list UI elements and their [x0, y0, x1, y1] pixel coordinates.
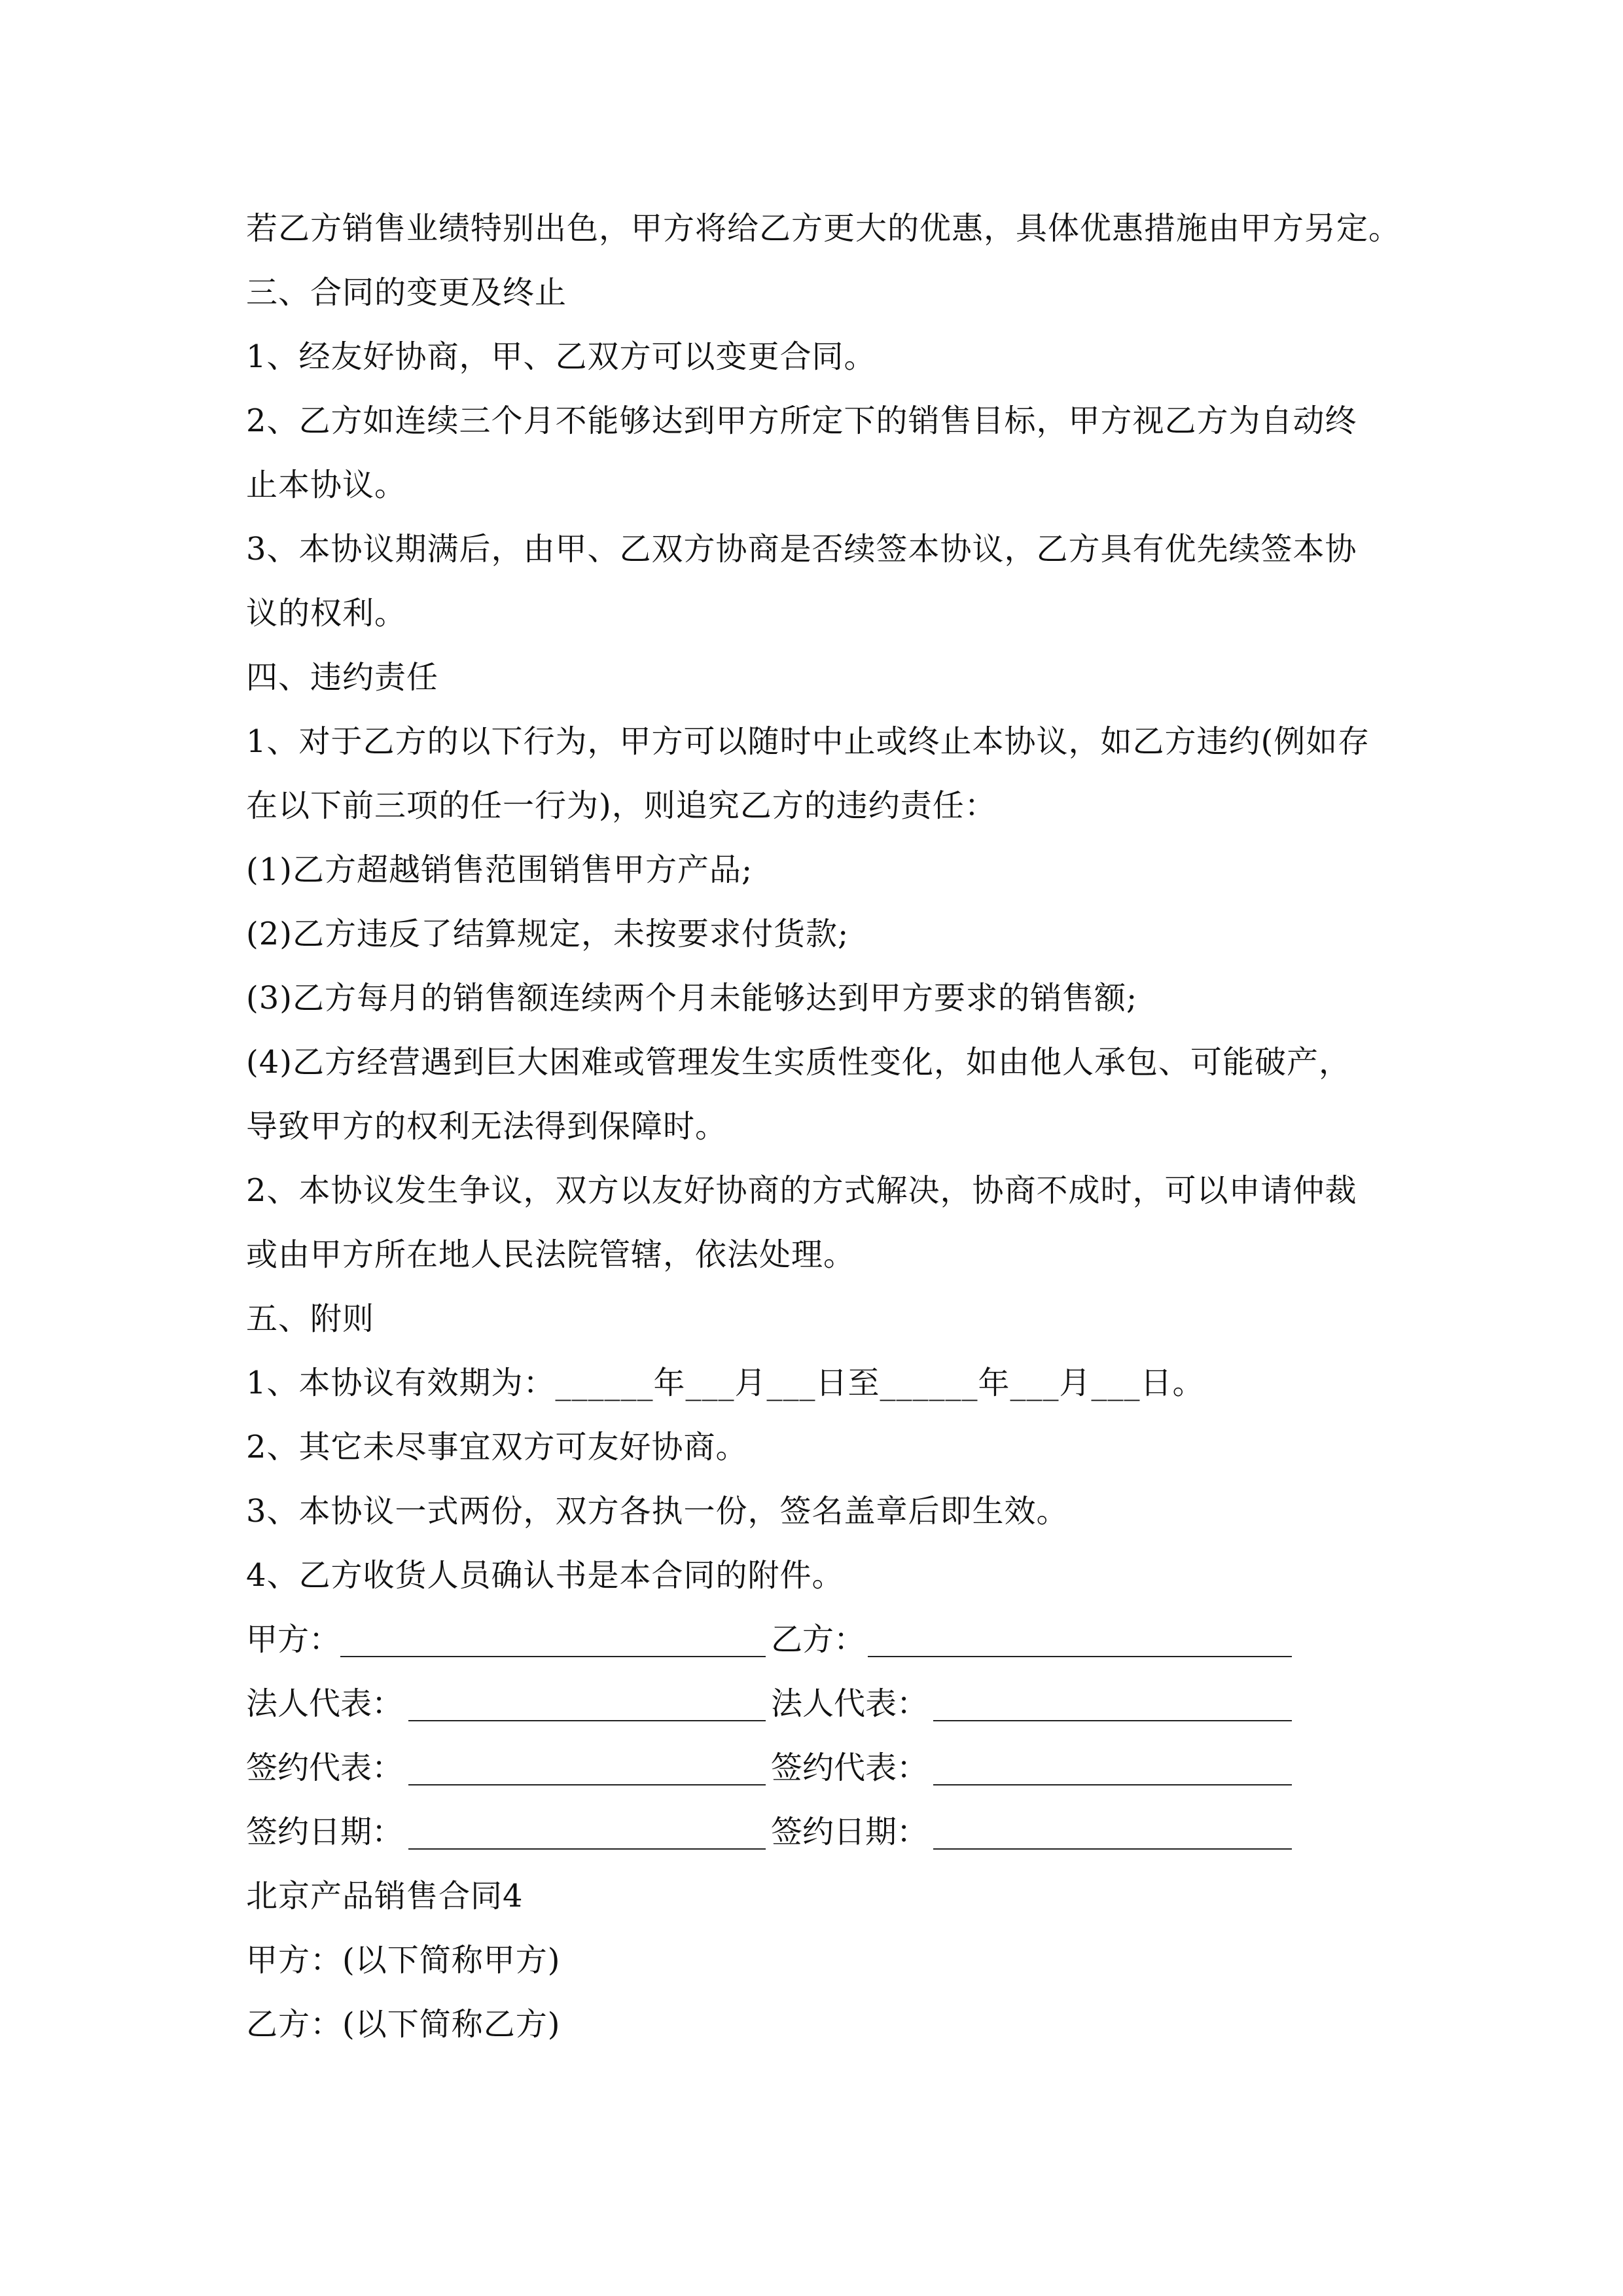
- party-b-label: 乙方：: [771, 1621, 866, 1658]
- signing-date-label: 签约日期：: [771, 1814, 929, 1850]
- text-line: 止本协议。: [246, 467, 407, 503]
- signature-line: [868, 1656, 1292, 1657]
- text-line: 3、本协议期满后，由甲、乙双方协商是否续签本协议，乙方具有优先续签本协: [246, 531, 1357, 567]
- text-line: (1)乙方超越销售范围销售甲方产品;: [246, 852, 753, 888]
- signature-line: [933, 1784, 1292, 1785]
- signature-row: [246, 1672, 1372, 1736]
- text-line: 2、乙方如连续三个月不能够达到甲方所定下的销售目标，甲方视乙方为自动终: [246, 403, 1357, 439]
- text-line: 若乙方销售业绩特别出色，甲方将给乙方更大的优惠，具体优惠措施由甲方另定。: [246, 210, 1401, 247]
- signing-rep-label: 签约代表：: [246, 1749, 404, 1786]
- party-a-label: 甲方：: [246, 1621, 341, 1658]
- text-line: 3、本协议一式两份，双方各执一份，签名盖章后即生效。: [246, 1493, 1069, 1530]
- text-line: 或由甲方所在地人民法院管辖，依法处理。: [246, 1236, 856, 1273]
- text-line: 4、乙方收货人员确认书是本合同的附件。: [246, 1557, 844, 1594]
- text-line: 1、本协议有效期为：______年___月___日至______年___月___日。: [246, 1365, 1205, 1401]
- text-line: 在以下前三项的任一行为)，则追究乙方的违约责任：: [246, 787, 997, 824]
- signature-row: [246, 1607, 1372, 1672]
- legal-rep-label: 法人代表：: [246, 1685, 404, 1722]
- signing-date-label: 签约日期：: [246, 1814, 404, 1850]
- text-line: 2、本协议发生争议，双方以友好协商的方式解决，协商不成时，可以申请仲裁: [246, 1172, 1357, 1209]
- text-line: (3)乙方每月的销售额连续两个月未能够达到甲方要求的销售额;: [246, 980, 1138, 1016]
- text-line: 2、其它未尽事宜双方可友好协商。: [246, 1429, 748, 1465]
- text-line: 1、经友好协商，甲、乙双方可以变更合同。: [246, 338, 876, 375]
- section-heading: 五、附则: [246, 1300, 375, 1337]
- signature-line: [933, 1848, 1292, 1850]
- signature-line: [408, 1720, 766, 1721]
- contract-title: 北京产品销售合同4: [246, 1878, 524, 1914]
- signing-rep-label: 签约代表：: [771, 1749, 929, 1786]
- signature-line: [408, 1848, 766, 1850]
- signature-row: [246, 1736, 1372, 1800]
- party-b-line: 乙方：(以下简称乙方): [246, 2006, 561, 2043]
- text-line: 导致甲方的权利无法得到保障时。: [246, 1108, 728, 1145]
- signature-line: [340, 1656, 766, 1657]
- signature-row: [246, 1800, 1372, 1864]
- text-line: (2)乙方违反了结算规定，未按要求付货款;: [246, 916, 849, 952]
- signature-line: [933, 1720, 1292, 1721]
- signature-line: [408, 1784, 766, 1785]
- party-a-line: 甲方：(以下简称甲方): [246, 1942, 561, 1979]
- section-heading: 四、违约责任: [246, 659, 439, 696]
- legal-rep-label: 法人代表：: [771, 1685, 929, 1722]
- section-heading: 三、合同的变更及终止: [246, 274, 567, 311]
- text-line: 议的权利。: [246, 595, 407, 632]
- text-line: 1、对于乙方的以下行为，甲方可以随时中止或终止本协议，如乙方违约(例如存: [246, 723, 1370, 760]
- text-line: (4)乙方经营遇到巨大困难或管理发生实质性变化，如由他人承包、可能破产，: [246, 1044, 1351, 1081]
